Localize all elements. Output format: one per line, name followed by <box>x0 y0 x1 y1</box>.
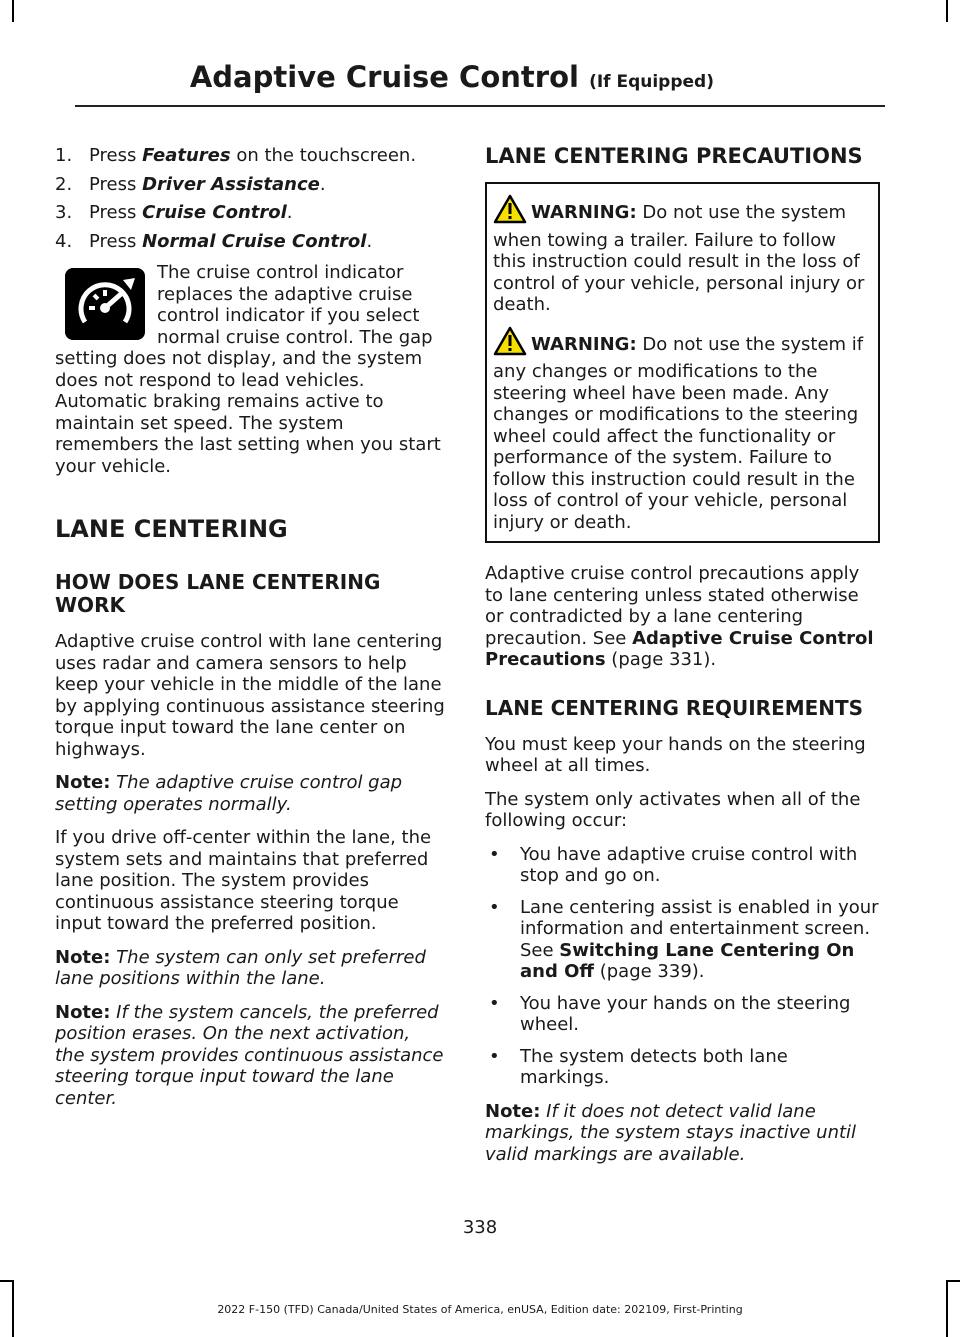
note-label: Note: <box>55 772 111 793</box>
list-item: • You have adaptive cruise control with stop and go on. <box>485 844 880 887</box>
step-text: Press <box>89 230 143 252</box>
crop-mark <box>946 1280 960 1282</box>
step-text: Press <box>89 202 143 223</box>
indicator-description: The cruise control indicator replaces the adaptive cruise control indicator if you select normal cruise control. The gap setting does not display, and the system does not respond to lead vehicles. Automatic braking remains active to maintain set speed. The system remembers the last setting when you start your vehicle. <box>55 262 441 477</box>
paragraph: Adaptive cruise control with lane centering uses radar and camera sensors to help keep your vehicle in the middle of the lane by applying continuous assistance steering torque input toward the lane center on highways. <box>55 631 445 760</box>
section-heading-precautions: LANE CENTERING PRECAUTIONS <box>485 144 863 168</box>
steps-list <box>55 145 445 252</box>
list-item-text: Lane centering assist is enabled in your information and entertainment screen. See <box>520 896 879 961</box>
list-item: • The system detects both lane markings. <box>485 1046 880 1089</box>
step-menu-label: Features <box>142 145 231 166</box>
note-paragraph <box>55 1002 445 1110</box>
warning-label: WARNING: <box>531 202 637 223</box>
note-text: The system can only set preferred lane positions within the lane. <box>55 946 426 989</box>
page-footer: 2022 F-150 (TFD) Canada/United States of America, enUSA, Edition date: 202109, First-Printing <box>217 1303 743 1316</box>
step-number: 3. <box>55 202 73 223</box>
step-item <box>55 231 445 253</box>
step-item <box>55 145 445 167</box>
note-label: Note: <box>485 1100 541 1122</box>
header-rule <box>75 105 885 107</box>
page-reference: (page 339). <box>594 961 705 982</box>
list-item <box>485 897 880 983</box>
note-text: The adaptive cruise control gap setting operates normally. <box>55 772 403 815</box>
warning-text: Do not use the system if any changes or modifications to the steering wheel have been made. Any changes or modifications to the steering wheel could affect the functionality or performance of the system. Failure to follow this instruction could result in the loss of control of your vehicle, personal injury or death. <box>493 333 864 533</box>
step-text: on the touchscreen. <box>230 145 417 166</box>
step-text: Press <box>89 145 143 166</box>
page-header-title <box>190 60 714 94</box>
page-reference: (page 331). <box>605 649 717 670</box>
note-label: Note: <box>55 946 111 968</box>
step-text: Press <box>89 173 143 195</box>
note-paragraph <box>55 772 445 815</box>
step-text: . <box>319 173 326 195</box>
paragraph <box>485 563 880 671</box>
step-number: 1. <box>55 145 73 166</box>
left-column <box>55 145 445 1121</box>
subheading-how-lane-centering-works: HOW DOES LANE CENTERING WORK <box>55 570 381 617</box>
list-item: • You have your hands on the steering wheel. <box>485 993 880 1036</box>
note-paragraph <box>55 947 445 990</box>
step-menu-label: Normal Cruise Control <box>142 230 367 252</box>
step-text: . <box>286 202 293 223</box>
note-paragraph <box>485 1101 880 1166</box>
note-text: If the system cancels, the preferred position erases. On the next activation, the system provides continuous assistance steering torque input toward the lane center. <box>55 1001 444 1109</box>
paragraph: The system only activates when all of the following occur: <box>485 788 861 831</box>
crop-mark <box>12 0 14 22</box>
requirements-list <box>485 844 880 1089</box>
page-number: 338 <box>462 1217 498 1238</box>
note-text: If it does not detect valid lane markings, the system stays inactive until valid markings are available. <box>485 1100 857 1165</box>
section-heading-lane-centering: LANE CENTERING <box>55 515 288 543</box>
step-menu-label: Driver Assistance <box>142 173 320 195</box>
warning-text: Do not use the system when towing a trailer. Failure to follow this instruction could result in the loss of control of your vehicle, personal injury or death. <box>493 202 865 315</box>
paragraph-text: Adaptive cruise control precautions apply to lane centering unless stated otherwise or contradicted by a lane centering precaution. See <box>485 563 860 649</box>
warning-triangle-icon <box>493 194 527 230</box>
cross-reference-link[interactable]: Adaptive Cruise Control Precautions <box>485 627 874 670</box>
subheading-requirements: LANE CENTERING REQUIREMENTS <box>485 695 864 720</box>
step-text: . <box>366 230 373 252</box>
cross-reference-link[interactable]: Switching Lane Centering On and Off <box>520 939 855 982</box>
warning-triangle-icon <box>493 326 527 362</box>
paragraph: If you drive off-center within the lane, the system sets and maintains that preferred lane position. The system provides continuous assistance steering torque input toward the preferred position. <box>55 827 432 934</box>
header-subtitle: (If Equipped) <box>589 72 714 92</box>
warning-paragraph <box>493 326 872 534</box>
warning-paragraph <box>493 194 872 316</box>
header-title-text: Adaptive Cruise Control <box>189 60 579 94</box>
paragraph: You must keep your hands on the steering wheel at all times. <box>485 733 866 776</box>
warning-label: WARNING: <box>531 333 637 355</box>
step-item <box>55 202 445 224</box>
note-label: Note: <box>55 1001 111 1023</box>
right-column <box>485 145 880 1177</box>
warning-box <box>485 182 880 543</box>
crop-mark <box>0 1280 14 1282</box>
cruise-control-icon <box>65 268 145 340</box>
step-number: 2. <box>55 173 73 195</box>
step-menu-label: Cruise Control <box>142 202 287 223</box>
step-number: 4. <box>55 230 73 252</box>
crop-mark <box>946 0 948 22</box>
indicator-block <box>55 262 445 477</box>
step-item <box>55 174 445 196</box>
